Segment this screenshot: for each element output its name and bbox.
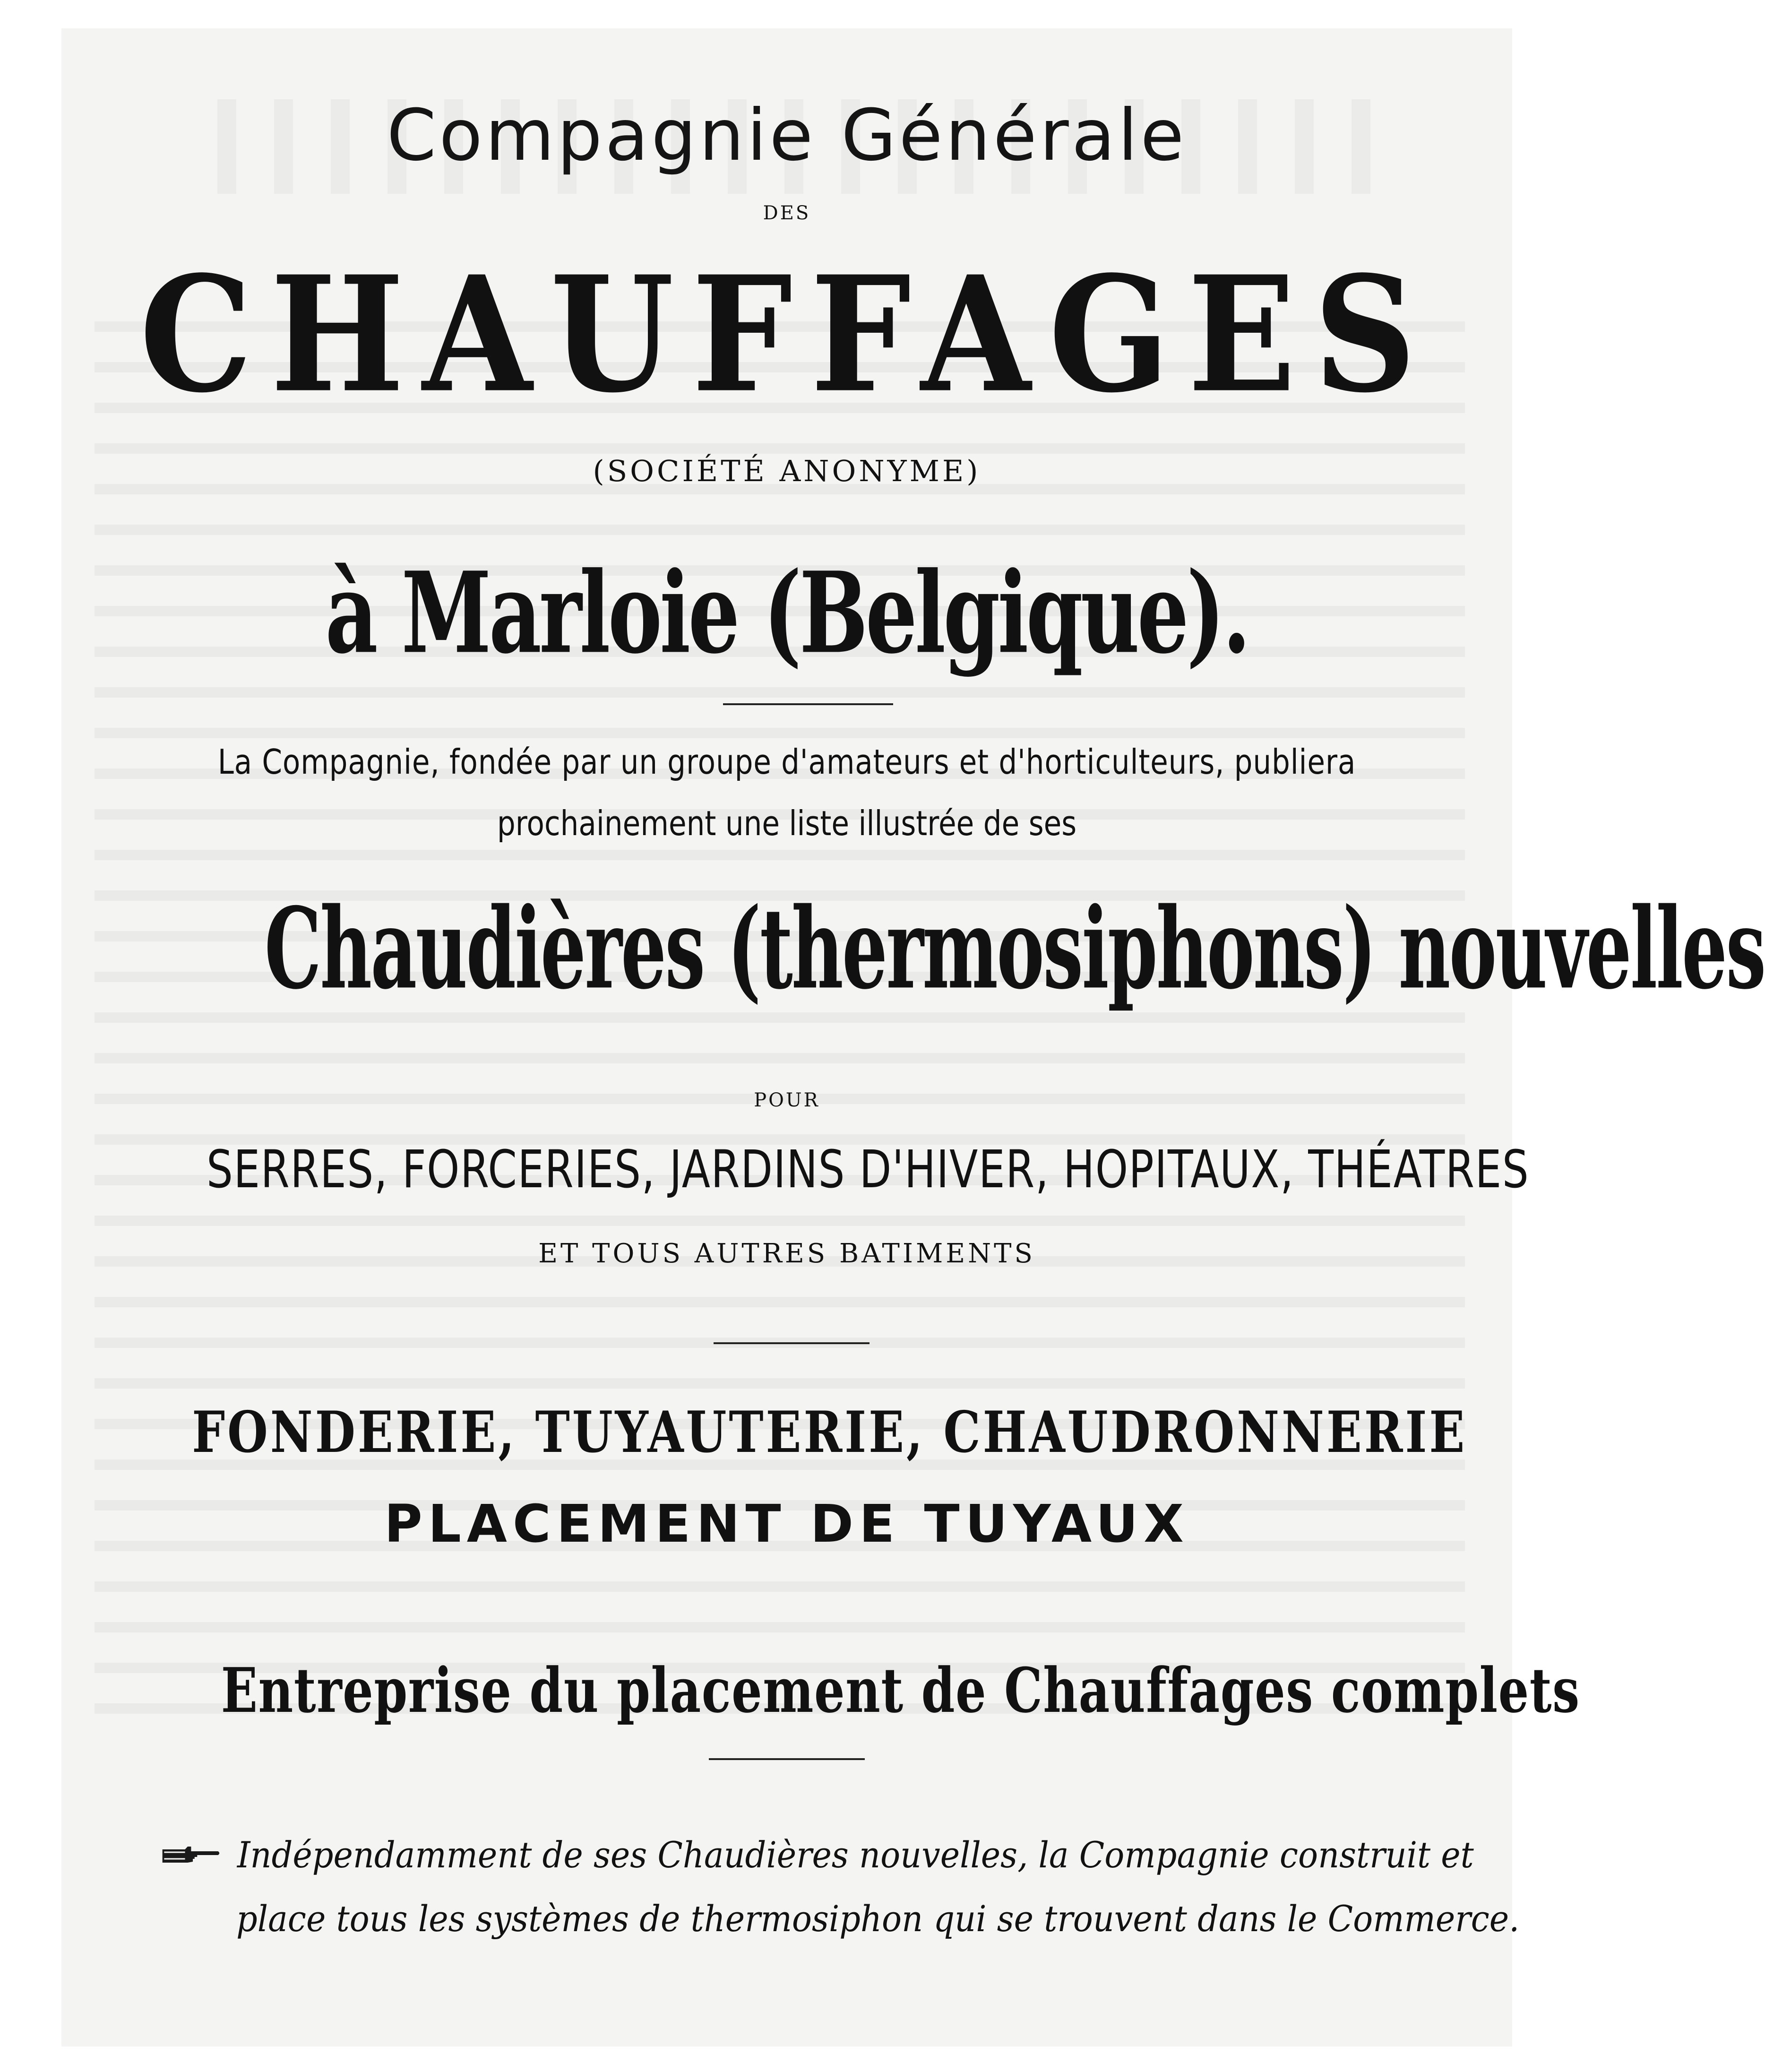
- divider-rule: [709, 1758, 865, 1760]
- placement-line: PLACEMENT DE TUYAUX: [384, 1494, 1189, 1554]
- location-heading: à Marloie (Belgique).: [325, 547, 1248, 679]
- note-text-1: Indépendamment de ses Chaudières nouvelles, la Compagnie construit et: [237, 1834, 1474, 1876]
- autres-batiments-line: ET TOUS AUTRES BATIMENTS: [538, 1238, 1035, 1269]
- entreprise-line: Entreprise du placement de Chauffages complets: [221, 1654, 1580, 1727]
- divider-rule: [723, 703, 893, 705]
- note-line-2: place tous les systèmes de thermosiphon qui se trouvent dans le Commerce.: [236, 1898, 1520, 1940]
- chauffages-heading: CHAUFFAGES: [139, 241, 1434, 428]
- intro-line-1: La Compagnie, fondée par un groupe d'amateurs et d'horticulteurs, publiera: [217, 742, 1356, 782]
- pointing-hand-icon: [161, 1843, 222, 1867]
- des-label: DES: [763, 202, 811, 224]
- chaudieres-heading: Chaudières (thermosiphons) nouvelles: [264, 883, 1765, 1014]
- divider-rule: [714, 1342, 870, 1344]
- societe-anonyme-label: (SOCIÉTÉ ANONYME): [593, 454, 981, 488]
- fonderie-line: FONDERIE, TUYAUTERIE, CHAUDRONNERIE: [192, 1399, 1467, 1466]
- advertisement-content: [61, 28, 1765, 2046]
- note-line-1: [161, 1834, 1474, 1876]
- intro-line-2: prochainement une liste illustrée de ses: [497, 803, 1077, 843]
- advertisement-page: [61, 28, 1765, 2046]
- company-title: Compagnie Générale: [387, 95, 1187, 177]
- pour-label: POUR: [754, 1089, 820, 1111]
- serres-line: SERRES, FORCERIES, JARDINS D'HIVER, HOPITAUX, THÉATRES: [207, 1139, 1530, 1200]
